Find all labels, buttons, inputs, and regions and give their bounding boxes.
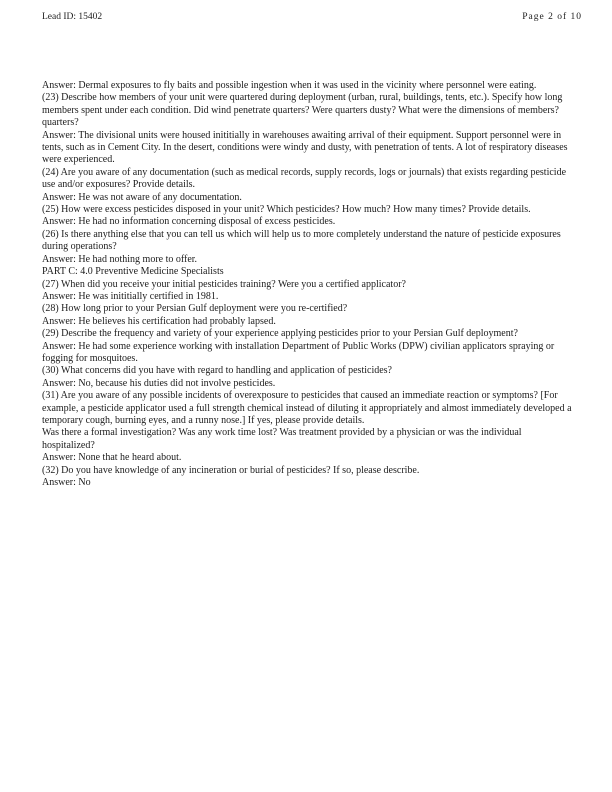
question-28: (28) How long prior to your Persian Gulf deployment were you re-certified? [42,303,348,315]
answer-24: Answer: He was not aware of any documentation. [42,191,242,203]
answer-31: Answer: None that he heard about. [42,452,182,464]
question-23: (23) Describe how members of your unit were quartered during deployment (urban, rural, buildings, tents, etc.). Specify how long members spent under each condition. Did wind penetrate quarters? Were quarters dusty? What were the dimensions of members? quarters? [42,92,563,129]
lead-id-label: Lead ID: 15402 [42,12,103,22]
answer-25: Answer: He had no information concerning disposal of excess pesticides. [42,216,336,228]
answer-29: Answer: He had some experience working with installation Department of Public Works (DPW) civilian applicators spraying or fogging for mosquitoes. [42,340,555,364]
answer-30: Answer: No, because his duties did not involve pesticides. [42,377,276,389]
answer-32: Answer: No [42,477,91,488]
section-heading-part-c: PART C: 4.0 Preventive Medicine Specialists [42,266,224,278]
answer-27: Answer: He was inititially certified in 1981. [42,290,219,302]
page-header [0,0,612,22]
question-29: (29) Describe the frequency and variety of your experience applying pesticides prior to your Persian Gulf deployment? [42,328,518,340]
question-26: (26) Is there anything else that you can tell us which will help us to more completely understand the nature of pesticide exposures during operations? [42,228,561,253]
answer-26: Answer: He had nothing more to offer. [42,253,198,265]
page-number-label: Page 2 of 10 [522,12,582,22]
question-32: (32) Do you have knowledge of any incineration or burial of pesticides? If so, please describe. [42,464,420,476]
document-body [42,80,574,489]
question-27: (27) When did you receive your initial pesticides training? Were you a certified applicator? [42,278,406,290]
question-31: (31) Are you aware of any possible incidents of overexposure to pesticides that caused an immediate reaction or symptoms? [For example, a pesticide applicator used a full strength chemical instead of diluting it appropriately and almost immediately developed a temporary cough, burning eyes, and a runny nose.] If yes, please provide details. [42,390,572,426]
answer-28: Answer: He believes his certification had probably lapsed. [42,315,276,327]
question-30: (30) What concerns did you have with regard to handling and application of pesticides? [42,365,392,377]
answer-intro: Answer: Dermal exposures to fly baits and possible ingestion when it was used in the vicinity where personnel were eating. [42,80,537,91]
question-31-followup: Was there a formal investigation? Was any work time lost? Was treatment provided by a physician or was the individual hospitalized? [42,427,522,451]
answer-23: Answer: The divisional units were housed inititially in warehouses awaiting arrival of their equipment. Support personnel were in tents, such as in Cement City. In the desert, conditions were windy and dusty, with penetration of tents. A lot of respiratory diseases were experienced. [42,129,568,166]
question-25: (25) How were excess pesticides disposed in your unit? Which pesticides? How much? How many times? Provide details. [42,204,531,216]
question-24: (24) Are you aware of any documentation (such as medical records, supply records, logs or journals) that exists regarding pesticide use and/or exposures? Provide details. [42,166,567,191]
